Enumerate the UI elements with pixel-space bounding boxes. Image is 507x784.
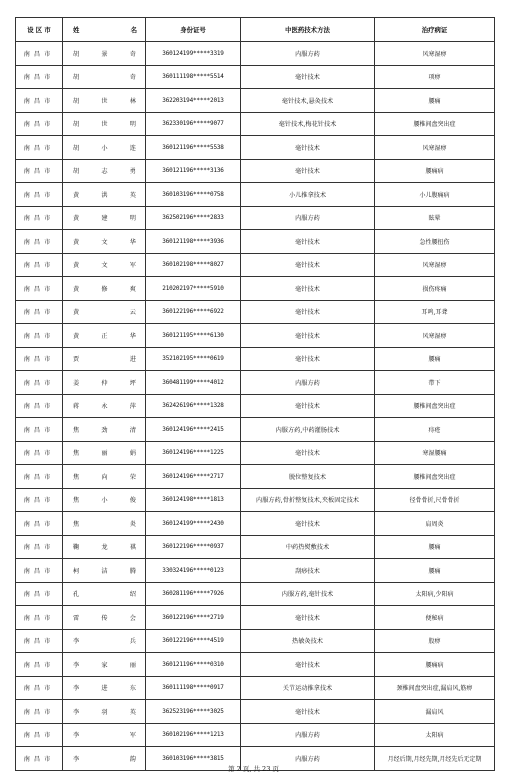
cell-tcm-method: 脱位整复技术 bbox=[241, 465, 375, 489]
cell-name: 柯洁腾 bbox=[63, 559, 146, 583]
cell-district: 南昌市 bbox=[16, 300, 63, 324]
cell-district: 南昌市 bbox=[16, 512, 63, 536]
cell-tcm-method: 毫针技术 bbox=[241, 277, 375, 301]
header-district: 设 区 市 bbox=[16, 18, 63, 42]
cell-disease: 耳鸣,耳聋 bbox=[375, 300, 495, 324]
cell-id-number: 362330196*****9077 bbox=[146, 112, 241, 136]
table-row bbox=[16, 347, 495, 371]
cell-name: 李羽英 bbox=[63, 700, 146, 724]
table-row bbox=[16, 394, 495, 418]
cell-disease: 腰痛病 bbox=[375, 159, 495, 183]
cell-disease: 便秘病 bbox=[375, 606, 495, 630]
cell-district: 南昌市 bbox=[16, 700, 63, 724]
cell-name: 黄文军 bbox=[63, 253, 146, 277]
table-row bbox=[16, 441, 495, 465]
cell-name: 孔绍 bbox=[63, 582, 146, 606]
cell-district: 南昌市 bbox=[16, 277, 63, 301]
cell-id-number: 362523196*****3025 bbox=[146, 700, 241, 724]
cell-district: 南昌市 bbox=[16, 582, 63, 606]
table-row bbox=[16, 65, 495, 89]
cell-name: 胡志勇 bbox=[63, 159, 146, 183]
cell-district: 南昌市 bbox=[16, 371, 63, 395]
cell-name: 胡世明 bbox=[63, 112, 146, 136]
table-row bbox=[16, 700, 495, 724]
cell-name: 黄正华 bbox=[63, 324, 146, 348]
cell-id-number: 360121198*****3936 bbox=[146, 230, 241, 254]
table-row bbox=[16, 723, 495, 747]
cell-id-number: 360121196*****0310 bbox=[146, 653, 241, 677]
cell-name: 焦丽娟 bbox=[63, 441, 146, 465]
table-row bbox=[16, 206, 495, 230]
table-row bbox=[16, 512, 495, 536]
cell-disease: 腰椎间盘突出症 bbox=[375, 112, 495, 136]
cell-disease: 腰椎间盘突出症 bbox=[375, 394, 495, 418]
cell-id-number: 360281196*****7926 bbox=[146, 582, 241, 606]
cell-tcm-method: 内服方药 bbox=[241, 723, 375, 747]
data-table bbox=[15, 17, 495, 771]
data-table-container bbox=[15, 17, 495, 771]
cell-id-number: 362502196*****2833 bbox=[146, 206, 241, 230]
cell-id-number: 360124198*****1813 bbox=[146, 488, 241, 512]
cell-id-number: 360124199*****3319 bbox=[146, 42, 241, 66]
cell-tcm-method: 毫针技术 bbox=[241, 300, 375, 324]
cell-tcm-method: 毫针技术,梅花针技术 bbox=[241, 112, 375, 136]
table-row bbox=[16, 89, 495, 113]
cell-district: 南昌市 bbox=[16, 347, 63, 371]
table-row bbox=[16, 277, 495, 301]
cell-id-number: 210202197*****5910 bbox=[146, 277, 241, 301]
cell-tcm-method: 毫针技术 bbox=[241, 324, 375, 348]
cell-disease: 风寒湿痹 bbox=[375, 324, 495, 348]
table-row bbox=[16, 230, 495, 254]
table-row bbox=[16, 159, 495, 183]
header-id-number: 身份证号 bbox=[146, 18, 241, 42]
cell-tcm-method: 内服方药 bbox=[241, 42, 375, 66]
cell-district: 南昌市 bbox=[16, 394, 63, 418]
cell-name: 贾进 bbox=[63, 347, 146, 371]
header-tcm-method: 中医药技术方法 bbox=[241, 18, 375, 42]
cell-id-number: 360121196*****5538 bbox=[146, 136, 241, 160]
cell-id-number: 330324196*****0123 bbox=[146, 559, 241, 583]
cell-disease: 太阳病 bbox=[375, 723, 495, 747]
cell-disease: 月经后期,月经先期,月经先后无定期 bbox=[375, 747, 495, 771]
cell-disease: 带下 bbox=[375, 371, 495, 395]
cell-disease: 寒湿腰痛 bbox=[375, 441, 495, 465]
cell-tcm-method: 毫针技术 bbox=[241, 159, 375, 183]
cell-tcm-method: 毫针技术 bbox=[241, 230, 375, 254]
table-row bbox=[16, 629, 495, 653]
cell-name: 鞠龙祺 bbox=[63, 535, 146, 559]
cell-tcm-method: 毫针技术 bbox=[241, 394, 375, 418]
cell-district: 南昌市 bbox=[16, 65, 63, 89]
cell-district: 南昌市 bbox=[16, 676, 63, 700]
header-name: 姓 名 bbox=[63, 18, 146, 42]
cell-district: 南昌市 bbox=[16, 606, 63, 630]
cell-name: 蒋永萍 bbox=[63, 394, 146, 418]
table-row bbox=[16, 42, 495, 66]
cell-name: 李韵 bbox=[63, 747, 146, 771]
cell-name: 李进东 bbox=[63, 676, 146, 700]
cell-name: 焦劲清 bbox=[63, 418, 146, 442]
cell-disease: 损伤疼痛 bbox=[375, 277, 495, 301]
cell-district: 南昌市 bbox=[16, 253, 63, 277]
cell-tcm-method: 毫针技术 bbox=[241, 136, 375, 160]
cell-disease: 腰痛 bbox=[375, 535, 495, 559]
cell-disease: 颈椎间盘突出症,漏肩风,筋痹 bbox=[375, 676, 495, 700]
cell-tcm-method: 毫针技术 bbox=[241, 653, 375, 677]
cell-tcm-method: 内服方药 bbox=[241, 206, 375, 230]
cell-tcm-method: 小儿推拿技术 bbox=[241, 183, 375, 207]
cell-name: 焦向荣 bbox=[63, 465, 146, 489]
cell-disease: 风寒湿痹 bbox=[375, 253, 495, 277]
cell-disease: 项痹 bbox=[375, 65, 495, 89]
cell-id-number: 360122196*****2719 bbox=[146, 606, 241, 630]
cell-tcm-method: 毫针技术,悬灸技术 bbox=[241, 89, 375, 113]
cell-tcm-method: 毫针技术 bbox=[241, 65, 375, 89]
table-row bbox=[16, 418, 495, 442]
cell-id-number: 360103196*****3815 bbox=[146, 747, 241, 771]
cell-id-number: 360122196*****6922 bbox=[146, 300, 241, 324]
cell-district: 南昌市 bbox=[16, 230, 63, 254]
cell-disease: 腰痛病 bbox=[375, 653, 495, 677]
cell-name: 姜仲坪 bbox=[63, 371, 146, 395]
cell-disease: 太阳病,少阳病 bbox=[375, 582, 495, 606]
cell-tcm-method: 热敏灸技术 bbox=[241, 629, 375, 653]
cell-id-number: 360111198*****5514 bbox=[146, 65, 241, 89]
table-row bbox=[16, 606, 495, 630]
cell-name: 胡景奇 bbox=[63, 42, 146, 66]
cell-district: 南昌市 bbox=[16, 159, 63, 183]
cell-id-number: 360103196*****0758 bbox=[146, 183, 241, 207]
cell-tcm-method: 毫针技术 bbox=[241, 253, 375, 277]
cell-district: 南昌市 bbox=[16, 629, 63, 653]
header-disease: 治疗病证 bbox=[375, 18, 495, 42]
cell-disease: 风寒湿痹 bbox=[375, 136, 495, 160]
cell-tcm-method: 内服方药,骨折整复技术,夹板固定技术 bbox=[241, 488, 375, 512]
cell-tcm-method: 中药热熨敷技术 bbox=[241, 535, 375, 559]
table-row bbox=[16, 324, 495, 348]
cell-district: 南昌市 bbox=[16, 723, 63, 747]
cell-name: 焦炎 bbox=[63, 512, 146, 536]
cell-disease: 小儿腹痛病 bbox=[375, 183, 495, 207]
cell-id-number: 362426196*****1328 bbox=[146, 394, 241, 418]
cell-district: 南昌市 bbox=[16, 324, 63, 348]
cell-district: 南昌市 bbox=[16, 206, 63, 230]
table-row bbox=[16, 300, 495, 324]
cell-disease: 腰痛 bbox=[375, 347, 495, 371]
cell-disease: 腰痛 bbox=[375, 89, 495, 113]
cell-district: 南昌市 bbox=[16, 112, 63, 136]
cell-id-number: 360121195*****6130 bbox=[146, 324, 241, 348]
cell-tcm-method: 内服方药 bbox=[241, 371, 375, 395]
cell-tcm-method: 内服方药,毫针技术 bbox=[241, 582, 375, 606]
cell-disease: 肩周炎 bbox=[375, 512, 495, 536]
table-row bbox=[16, 371, 495, 395]
cell-name: 李兵 bbox=[63, 629, 146, 653]
cell-disease: 眩晕 bbox=[375, 206, 495, 230]
cell-name: 焦小俊 bbox=[63, 488, 146, 512]
cell-name: 雷传会 bbox=[63, 606, 146, 630]
cell-disease: 漏肩风 bbox=[375, 700, 495, 724]
cell-district: 南昌市 bbox=[16, 488, 63, 512]
cell-id-number: 352102195*****0619 bbox=[146, 347, 241, 371]
table-row bbox=[16, 183, 495, 207]
cell-district: 南昌市 bbox=[16, 535, 63, 559]
cell-disease: 径骨骨折,尺骨骨折 bbox=[375, 488, 495, 512]
cell-tcm-method: 毫针技术 bbox=[241, 700, 375, 724]
cell-district: 南昌市 bbox=[16, 418, 63, 442]
cell-id-number: 360124199*****2430 bbox=[146, 512, 241, 536]
cell-id-number: 360102196*****1213 bbox=[146, 723, 241, 747]
cell-tcm-method: 毫针技术 bbox=[241, 512, 375, 536]
cell-id-number: 360102198*****8027 bbox=[146, 253, 241, 277]
cell-name: 李家丽 bbox=[63, 653, 146, 677]
page-footer: 第 2 页, 共 23 页 bbox=[228, 765, 279, 773]
cell-disease: 腰椎间盘突出症 bbox=[375, 465, 495, 489]
cell-district: 南昌市 bbox=[16, 559, 63, 583]
cell-disease: 急性腰扭伤 bbox=[375, 230, 495, 254]
cell-id-number: 360124196*****2717 bbox=[146, 465, 241, 489]
cell-name: 黄修爽 bbox=[63, 277, 146, 301]
cell-disease: 腰痛 bbox=[375, 559, 495, 583]
cell-name: 黄文华 bbox=[63, 230, 146, 254]
table-row bbox=[16, 488, 495, 512]
cell-id-number: 360122196*****0937 bbox=[146, 535, 241, 559]
cell-tcm-method: 内服方药,中药灌肠技术 bbox=[241, 418, 375, 442]
table-row bbox=[16, 535, 495, 559]
table-row bbox=[16, 253, 495, 277]
cell-district: 南昌市 bbox=[16, 465, 63, 489]
cell-disease: 风寒湿痹 bbox=[375, 42, 495, 66]
cell-tcm-method: 刮痧技术 bbox=[241, 559, 375, 583]
table-row bbox=[16, 112, 495, 136]
cell-id-number: 362203194*****2013 bbox=[146, 89, 241, 113]
cell-id-number: 360121196*****3136 bbox=[146, 159, 241, 183]
cell-name: 胡小连 bbox=[63, 136, 146, 160]
cell-district: 南昌市 bbox=[16, 183, 63, 207]
table-body bbox=[16, 42, 495, 771]
cell-disease: 痔疮 bbox=[375, 418, 495, 442]
cell-name: 黄云 bbox=[63, 300, 146, 324]
table-header-row bbox=[16, 18, 495, 42]
table-row bbox=[16, 676, 495, 700]
table-row bbox=[16, 653, 495, 677]
cell-name: 黄洪英 bbox=[63, 183, 146, 207]
cell-id-number: 360111198*****0917 bbox=[146, 676, 241, 700]
cell-name: 胡世林 bbox=[63, 89, 146, 113]
cell-district: 南昌市 bbox=[16, 136, 63, 160]
cell-district: 南昌市 bbox=[16, 441, 63, 465]
cell-id-number: 360481199*****4012 bbox=[146, 371, 241, 395]
cell-district: 南昌市 bbox=[16, 747, 63, 771]
cell-district: 南昌市 bbox=[16, 89, 63, 113]
table-row bbox=[16, 136, 495, 160]
cell-id-number: 360124196*****1225 bbox=[146, 441, 241, 465]
cell-disease: 股痹 bbox=[375, 629, 495, 653]
cell-tcm-method: 毫针技术 bbox=[241, 606, 375, 630]
cell-tcm-method: 毫针技术 bbox=[241, 347, 375, 371]
cell-tcm-method: 毫针技术 bbox=[241, 441, 375, 465]
cell-id-number: 360122196*****4519 bbox=[146, 629, 241, 653]
table-row bbox=[16, 559, 495, 583]
cell-district: 南昌市 bbox=[16, 653, 63, 677]
cell-name: 黄建明 bbox=[63, 206, 146, 230]
table-row bbox=[16, 582, 495, 606]
cell-name: 李军 bbox=[63, 723, 146, 747]
cell-tcm-method: 内服方药 bbox=[241, 747, 375, 771]
cell-name: 胡奇 bbox=[63, 65, 146, 89]
cell-district: 南昌市 bbox=[16, 42, 63, 66]
cell-id-number: 360124196*****2415 bbox=[146, 418, 241, 442]
cell-tcm-method: 关节运动推拿技术 bbox=[241, 676, 375, 700]
table-row bbox=[16, 465, 495, 489]
